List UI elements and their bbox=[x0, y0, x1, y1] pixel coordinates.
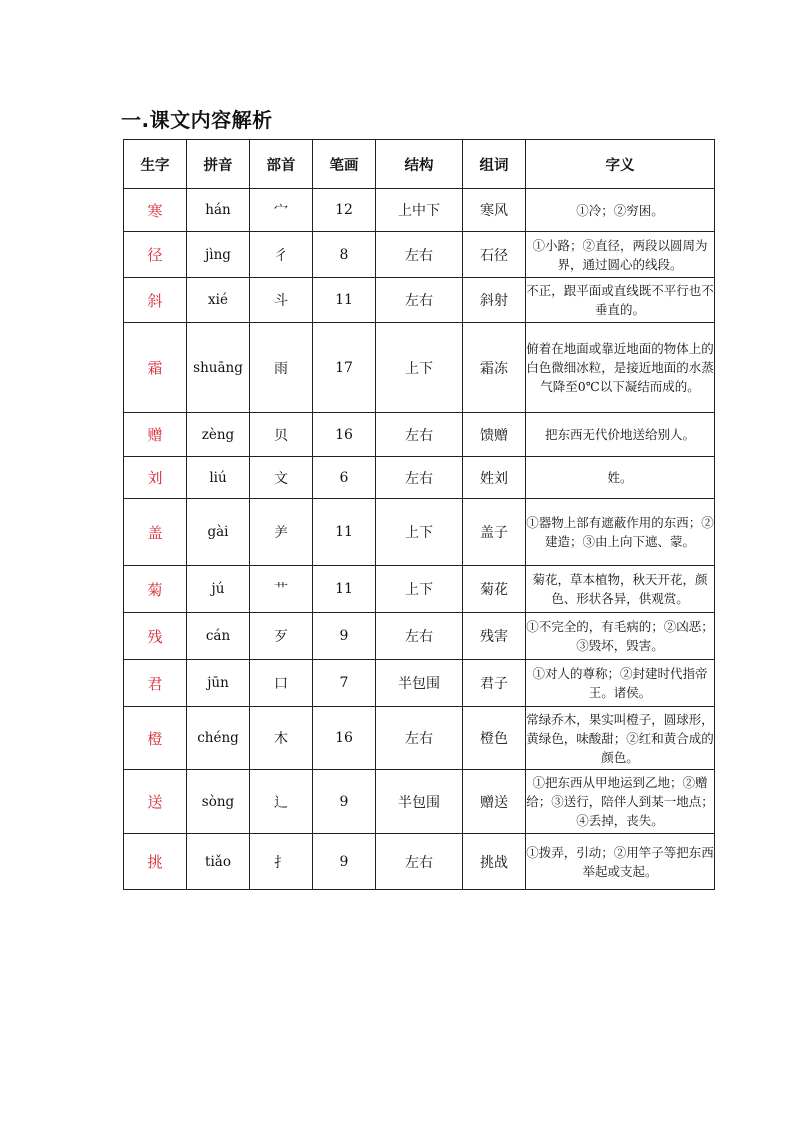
strokes-cell: 16 bbox=[313, 707, 376, 770]
char-cell: 残 bbox=[124, 613, 187, 660]
table-row bbox=[124, 613, 715, 660]
radical-cell: 艹 bbox=[250, 566, 313, 613]
radical-cell: 口 bbox=[250, 660, 313, 707]
header-meaning: 字义 bbox=[526, 140, 715, 189]
char-cell: 菊 bbox=[124, 566, 187, 613]
radical-cell: 歹 bbox=[250, 613, 313, 660]
word-cell: 霜冻 bbox=[463, 323, 526, 413]
strokes-cell: 17 bbox=[313, 323, 376, 413]
char-cell: 霜 bbox=[124, 323, 187, 413]
word-cell: 斜射 bbox=[463, 278, 526, 323]
char-cell: 挑 bbox=[124, 834, 187, 890]
pinyin-cell: jìng bbox=[187, 232, 250, 278]
table-row bbox=[124, 457, 715, 499]
table-row bbox=[124, 707, 715, 770]
strokes-cell: 11 bbox=[313, 566, 376, 613]
pinyin-cell: jūn bbox=[187, 660, 250, 707]
structure-cell: 上下 bbox=[376, 499, 463, 566]
structure-cell: 半包围 bbox=[376, 770, 463, 834]
pinyin-cell: sòng bbox=[187, 770, 250, 834]
strokes-cell: 16 bbox=[313, 413, 376, 457]
structure-cell: 左右 bbox=[376, 232, 463, 278]
pinyin-cell: tiǎo bbox=[187, 834, 250, 890]
pinyin-cell: xié bbox=[187, 278, 250, 323]
meaning-cell: 姓。 bbox=[526, 457, 715, 499]
structure-cell: 左右 bbox=[376, 834, 463, 890]
pinyin-cell: hán bbox=[187, 189, 250, 232]
header-structure: 结构 bbox=[376, 140, 463, 189]
meaning-cell: ①冷；②穷困。 bbox=[526, 189, 715, 232]
header-strokes: 笔画 bbox=[313, 140, 376, 189]
strokes-cell: 11 bbox=[313, 499, 376, 566]
meaning-cell: ①器物上部有遮蔽作用的东西；②建造；③由上向下遮、蒙。 bbox=[526, 499, 715, 566]
structure-cell: 左右 bbox=[376, 278, 463, 323]
table-row bbox=[124, 660, 715, 707]
structure-cell: 上中下 bbox=[376, 189, 463, 232]
radical-cell: 扌 bbox=[250, 834, 313, 890]
radical-cell: ⺶ bbox=[250, 499, 313, 566]
char-cell: 寒 bbox=[124, 189, 187, 232]
word-cell: 挑战 bbox=[463, 834, 526, 890]
section-title: 一.课文内容解析 bbox=[121, 108, 273, 132]
meaning-cell: ①把东西从甲地运到乙地；②赠给；③送行，陪伴人到某一地点；④丢掉，丧失。 bbox=[526, 770, 715, 834]
table-row bbox=[124, 770, 715, 834]
table-row bbox=[124, 834, 715, 890]
structure-cell: 左右 bbox=[376, 707, 463, 770]
char-cell: 君 bbox=[124, 660, 187, 707]
char-cell: 径 bbox=[124, 232, 187, 278]
structure-cell: 上下 bbox=[376, 323, 463, 413]
meaning-cell: ①小路；②直径，两段以圆周为界，通过圆心的线段。 bbox=[526, 232, 715, 278]
pinyin-cell: chéng bbox=[187, 707, 250, 770]
table-row bbox=[124, 566, 715, 613]
char-cell: 送 bbox=[124, 770, 187, 834]
word-cell: 菊花 bbox=[463, 566, 526, 613]
strokes-cell: 9 bbox=[313, 613, 376, 660]
word-cell: 君子 bbox=[463, 660, 526, 707]
header-word: 组词 bbox=[463, 140, 526, 189]
pinyin-cell: shuāng bbox=[187, 323, 250, 413]
pinyin-cell: cán bbox=[187, 613, 250, 660]
strokes-cell: 9 bbox=[313, 770, 376, 834]
radical-cell: 宀 bbox=[250, 189, 313, 232]
structure-cell: 左右 bbox=[376, 457, 463, 499]
table-row bbox=[124, 278, 715, 323]
meaning-cell: 不正，跟平面或直线既不平行也不垂直的。 bbox=[526, 278, 715, 323]
table-row bbox=[124, 189, 715, 232]
structure-cell: 半包围 bbox=[376, 660, 463, 707]
char-cell: 橙 bbox=[124, 707, 187, 770]
structure-cell: 左右 bbox=[376, 413, 463, 457]
strokes-cell: 7 bbox=[313, 660, 376, 707]
radical-cell: 斗 bbox=[250, 278, 313, 323]
strokes-cell: 12 bbox=[313, 189, 376, 232]
table-header-row bbox=[124, 140, 715, 189]
meaning-cell: ①拨弄，引动；②用竿子等把东西举起或支起。 bbox=[526, 834, 715, 890]
meaning-cell: 把东西无代价地送给别人。 bbox=[526, 413, 715, 457]
meaning-cell: 常绿乔木，果实叫橙子，圆球形，黄绿色，味酸甜；②红和黄合成的颜色。 bbox=[526, 707, 715, 770]
char-cell: 刘 bbox=[124, 457, 187, 499]
structure-cell: 左右 bbox=[376, 613, 463, 660]
pinyin-cell: zèng bbox=[187, 413, 250, 457]
table-row bbox=[124, 499, 715, 566]
radical-cell: 文 bbox=[250, 457, 313, 499]
table-row bbox=[124, 413, 715, 457]
word-cell: 盖子 bbox=[463, 499, 526, 566]
word-cell: 石径 bbox=[463, 232, 526, 278]
character-table bbox=[123, 139, 715, 890]
header-radical: 部首 bbox=[250, 140, 313, 189]
structure-cell: 上下 bbox=[376, 566, 463, 613]
radical-cell: 辶 bbox=[250, 770, 313, 834]
pinyin-cell: jú bbox=[187, 566, 250, 613]
word-cell: 橙色 bbox=[463, 707, 526, 770]
strokes-cell: 8 bbox=[313, 232, 376, 278]
pinyin-cell: gài bbox=[187, 499, 250, 566]
radical-cell: 贝 bbox=[250, 413, 313, 457]
word-cell: 赠送 bbox=[463, 770, 526, 834]
char-cell: 赠 bbox=[124, 413, 187, 457]
word-cell: 残害 bbox=[463, 613, 526, 660]
radical-cell: 彳 bbox=[250, 232, 313, 278]
header-char: 生字 bbox=[124, 140, 187, 189]
meaning-cell: 菊花，草本植物，秋天开花，颜色、形状各异，供观赏。 bbox=[526, 566, 715, 613]
meaning-cell: 俯着在地面或靠近地面的物体上的白色微细冰粒，是接近地面的水蒸气降至0℃以下凝结而成的。 bbox=[526, 323, 715, 413]
char-cell: 斜 bbox=[124, 278, 187, 323]
pinyin-cell: liú bbox=[187, 457, 250, 499]
strokes-cell: 6 bbox=[313, 457, 376, 499]
header-pinyin: 拼音 bbox=[187, 140, 250, 189]
strokes-cell: 11 bbox=[313, 278, 376, 323]
table-row bbox=[124, 323, 715, 413]
meaning-cell: ①不完全的，有毛病的；②凶恶；③毁坏，毁害。 bbox=[526, 613, 715, 660]
word-cell: 寒风 bbox=[463, 189, 526, 232]
strokes-cell: 9 bbox=[313, 834, 376, 890]
radical-cell: 雨 bbox=[250, 323, 313, 413]
char-cell: 盖 bbox=[124, 499, 187, 566]
radical-cell: 木 bbox=[250, 707, 313, 770]
table-row bbox=[124, 232, 715, 278]
word-cell: 姓刘 bbox=[463, 457, 526, 499]
word-cell: 馈赠 bbox=[463, 413, 526, 457]
meaning-cell: ①对人的尊称；②封建时代指帝王。诸侯。 bbox=[526, 660, 715, 707]
